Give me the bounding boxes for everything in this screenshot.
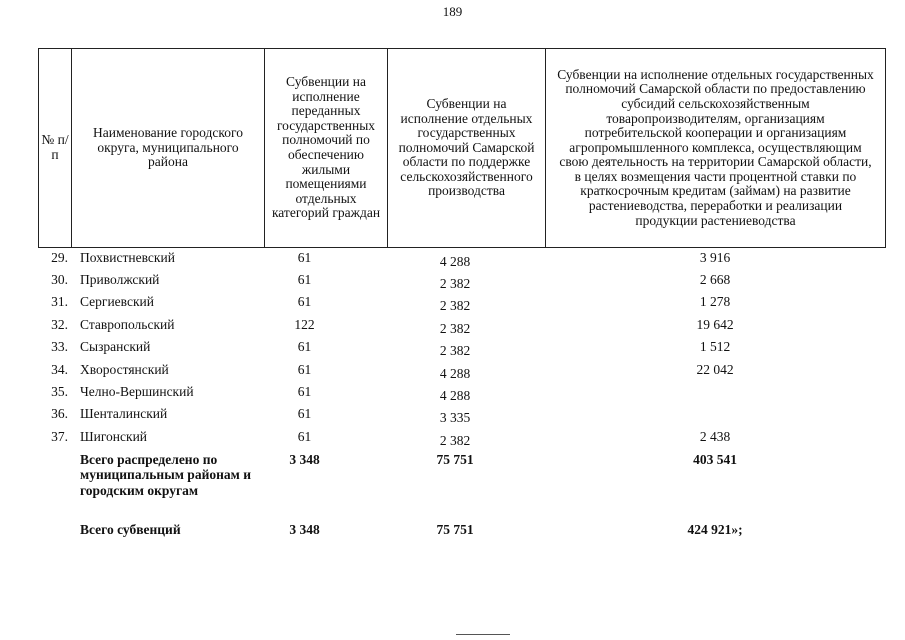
row-name: Челно-Вершинский [80,384,194,399]
row-num: 37. [51,429,68,444]
row-col3: 1 278 [699,294,731,309]
row-col2: 4 288 [439,366,471,381]
row-col2: 4 288 [439,254,471,269]
total-distributed-col1: 3 348 [289,452,320,467]
table-row [0,429,905,449]
header-name-text: Наименование городского округа, муниципального района [93,125,243,170]
row-name: Шигонский [80,429,148,444]
row-col1: 61 [297,339,312,354]
row-name: Приволжский [80,272,160,287]
row-num: 32. [51,317,68,332]
table-row [0,362,905,382]
row-num: 36. [51,406,68,421]
table-header [38,48,886,248]
row-col2: 2 382 [439,276,471,291]
row-num: 29. [51,250,68,265]
row-col1: 122 [294,317,315,332]
header-col2 [387,49,545,247]
row-name: Ставропольский [80,317,175,332]
row-col3: 2 668 [699,272,731,287]
row-num: 33. [51,339,68,354]
row-num: 35. [51,384,68,399]
row-name: Похвистневский [80,250,175,265]
row-num: 31. [51,294,68,309]
row-col3: 19 642 [696,317,734,332]
row-col1: 61 [297,272,312,287]
row-name: Сызранский [80,339,151,354]
total-distributed-label: Всего распределено по муниципальным районам и городским округам [80,452,251,498]
row-col3: 2 438 [699,429,731,444]
row-col2: 2 382 [439,321,471,336]
row-col1: 61 [297,250,312,265]
table-row [0,406,905,426]
row-name: Шенталинский [80,406,168,421]
table-row [0,272,905,292]
header-col2-text: Субвенции на исполнение отдельных государственных полномочий Самарской области по поддержке сельскохозяйственного производства [398,95,535,199]
row-col1: 61 [297,384,312,399]
table-row [0,339,905,359]
row-col3: 22 042 [696,362,734,377]
row-num: 30. [51,272,68,287]
table-row [0,250,905,270]
total-all-label: Всего субвенций [80,522,181,537]
row-name: Сергиевский [80,294,154,309]
row-name: Хворостянский [80,362,169,377]
row-col1: 61 [297,429,312,444]
total-all-col1: 3 348 [289,522,320,537]
row-col2: 4 288 [439,388,471,403]
row-col2: 3 335 [439,410,471,425]
total-distributed-col2: 75 751 [436,452,474,467]
header-name [71,49,264,247]
row-col3: 3 916 [699,250,731,265]
footer-line [456,634,510,635]
row-col3: 1 512 [699,339,731,354]
row-col2: 2 382 [439,343,471,358]
row-col1: 61 [297,294,312,309]
total-distributed-row [0,452,905,516]
header-col3-text: Субвенции на исполнение отдельных государственных полномочий Самарской области по предоставлению субсидий сельскохозяйственным товаропроизводителям, организациям потребительской кооперации и организациям агропромышленного комплекса, осуществляющим свою деятельность на территории Самарской области, в целях возмещения части процентной ставки по краткосрочным кредитам (займам) на развитие растениеводства, переработки и реализации продукции растениеводства [557,66,874,228]
table-row [0,317,905,337]
row-col1: 61 [297,362,312,377]
row-num: 34. [51,362,68,377]
total-all-col3: 424 921»; [687,522,743,537]
table-row [0,384,905,404]
total-distributed-col3: 403 541 [693,452,737,467]
page-number: 189 [442,4,463,19]
total-all-col2: 75 751 [436,522,474,537]
row-col2: 2 382 [439,433,471,448]
row-col1: 61 [297,406,312,421]
header-num: № п/п [41,132,69,162]
total-all-row [0,522,905,542]
header-col1: Субвенции на исполнение переданных государственных полномочий по обеспечению жилыми помещениями отдельных категорий граждан [264,49,387,247]
row-col2: 2 382 [439,298,471,313]
table-row [0,294,905,314]
header-col3 [545,49,885,247]
